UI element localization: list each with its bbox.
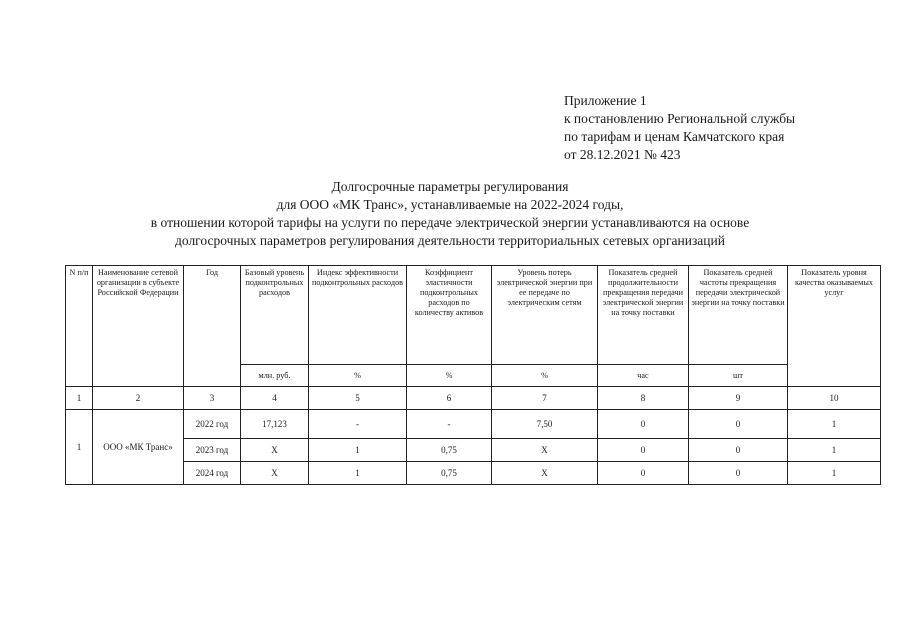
header-cell: Базовый уровень подконтрольных расходов <box>241 266 309 365</box>
title-line: для ООО «МК Транс», устанавливаемые на 2022-2024 годы, <box>276 197 624 212</box>
losses-cell: Х <box>492 462 598 485</box>
year-cell: 2023 год <box>184 439 241 462</box>
frequency-cell: 0 <box>689 462 788 485</box>
title-line: в отношении которой тарифы на услуги по передаче электрической энергии устанавливаются на основе <box>150 215 750 230</box>
duration-cell: 0 <box>598 410 689 439</box>
table-row <box>66 439 881 462</box>
column-number-cell: 3 <box>184 387 241 410</box>
header-cell: Показатель средней частоты прекращения передачи электрической энергии на точку поставки <box>689 266 788 365</box>
coef-cell: - <box>407 410 492 439</box>
document-title <box>60 178 840 250</box>
index-cell: 1 <box>309 462 407 485</box>
coef-cell: 0,75 <box>407 462 492 485</box>
year-cell: 2022 год <box>184 410 241 439</box>
header-row <box>66 266 881 365</box>
header-cell: Показатель средней продолжительности прекращения передачи электрической энергии на точку поставки <box>598 266 689 365</box>
frequency-cell: 0 <box>689 410 788 439</box>
base-cell: 17,123 <box>241 410 309 439</box>
header-cell: Коэффициент эластичности подконтрольных расходов по количеству активов <box>407 266 492 365</box>
table-row <box>66 462 881 485</box>
unit-cell: % <box>309 365 407 387</box>
column-number-cell: 8 <box>598 387 689 410</box>
index-cell: - <box>309 410 407 439</box>
year-cell: 2024 год <box>184 462 241 485</box>
column-number-cell: 2 <box>93 387 184 410</box>
header-cell: N п/п <box>66 266 93 387</box>
losses-cell: 7,50 <box>492 410 598 439</box>
column-number-cell: 7 <box>492 387 598 410</box>
org-name-cell: ООО «МК Транс» <box>93 410 184 485</box>
header-cell: Наименование сетевой организации в субъекте Российской Федерации <box>93 266 184 387</box>
header-cell: Показатель уровня качества оказываемых услуг <box>788 266 881 387</box>
title-line: долгосрочных параметров регулирования деятельности территориальных сетевых организаций <box>175 233 725 248</box>
column-number-cell: 1 <box>66 387 93 410</box>
column-number-cell: 10 <box>788 387 881 410</box>
column-number-cell: 4 <box>241 387 309 410</box>
table-row <box>66 410 881 439</box>
quality-cell: 1 <box>788 439 881 462</box>
appendix-line: по тарифам и ценам Камчатского края <box>564 129 785 144</box>
header-cell: Год <box>184 266 241 387</box>
appendix-line: Приложение 1 <box>564 93 647 108</box>
base-cell: Х <box>241 462 309 485</box>
title-line: Долгосрочные параметры регулирования <box>331 179 569 194</box>
column-number-cell: 9 <box>689 387 788 410</box>
column-number-cell: 5 <box>309 387 407 410</box>
frequency-cell: 0 <box>689 439 788 462</box>
row-number-cell: 1 <box>66 410 93 485</box>
column-number-cell: 6 <box>407 387 492 410</box>
duration-cell: 0 <box>598 439 689 462</box>
unit-cell: % <box>492 365 598 387</box>
index-cell: 1 <box>309 439 407 462</box>
coef-cell: 0,75 <box>407 439 492 462</box>
parameters-table <box>65 265 881 485</box>
duration-cell: 0 <box>598 462 689 485</box>
unit-cell: % <box>407 365 492 387</box>
header-cell: Уровень потерь электрической энергии при ее передаче по электрическим сетям <box>492 266 598 365</box>
unit-cell: шт <box>689 365 788 387</box>
unit-cell: час <box>598 365 689 387</box>
base-cell: Х <box>241 439 309 462</box>
losses-cell: Х <box>492 439 598 462</box>
appendix-line: к постановлению Региональной службы <box>564 111 796 126</box>
header-cell: Индекс эффективности подконтрольных расходов <box>309 266 407 365</box>
unit-cell: млн. руб. <box>241 365 309 387</box>
quality-cell: 1 <box>788 410 881 439</box>
appendix-line: от 28.12.2021 № 423 <box>564 147 681 162</box>
appendix-block <box>564 92 795 164</box>
quality-cell: 1 <box>788 462 881 485</box>
column-number-row <box>66 387 881 410</box>
